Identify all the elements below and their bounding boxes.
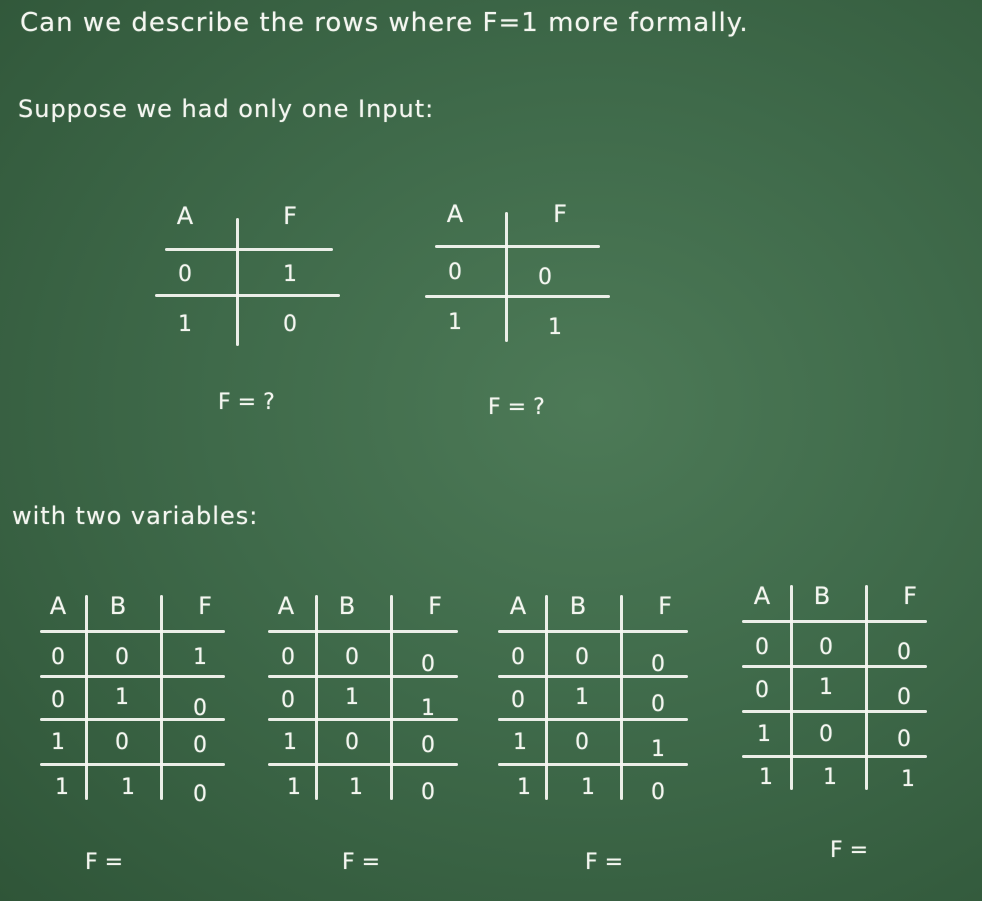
table-divider bbox=[155, 294, 340, 297]
table-cell: 0 bbox=[819, 722, 833, 747]
equation-label: F = bbox=[830, 838, 869, 863]
table-cell: 0 bbox=[575, 645, 589, 670]
table-cell: 1 bbox=[901, 767, 915, 792]
table-cell: 0 bbox=[511, 645, 525, 670]
table-divider bbox=[545, 595, 548, 800]
table-cell: 0 bbox=[193, 782, 207, 807]
table-cell: 0 bbox=[51, 645, 65, 670]
table-divider bbox=[40, 763, 225, 766]
table-cell: 1 bbox=[517, 775, 531, 800]
table-cell: 0 bbox=[651, 780, 665, 805]
table-cell: 1 bbox=[121, 775, 135, 800]
table-divider bbox=[315, 595, 318, 800]
table-divider bbox=[268, 630, 458, 633]
table-cell: 1 bbox=[287, 775, 301, 800]
table-header-a: A bbox=[49, 592, 67, 620]
table-cell: 1 bbox=[448, 310, 462, 335]
equation-label: F = ? bbox=[488, 395, 545, 420]
table-cell: 0 bbox=[345, 645, 359, 670]
table-cell: 0 bbox=[575, 730, 589, 755]
table-cell: 0 bbox=[755, 635, 769, 660]
table-header-b: B bbox=[109, 592, 127, 620]
table-cell: 1 bbox=[759, 765, 773, 790]
table-cell: 0 bbox=[421, 780, 435, 805]
table-divider bbox=[85, 595, 88, 800]
table-cell: 0 bbox=[193, 696, 207, 721]
table-cell: 1 bbox=[283, 730, 297, 755]
table-divider bbox=[40, 630, 225, 633]
table-cell: 1 bbox=[819, 675, 833, 700]
table-divider bbox=[160, 595, 163, 800]
table-cell: 0 bbox=[511, 688, 525, 713]
table-cell: 0 bbox=[283, 312, 297, 337]
table-header-f: F bbox=[198, 592, 212, 620]
two-variable-label: with two variables: bbox=[12, 502, 259, 530]
table-cell: 0 bbox=[281, 688, 295, 713]
table-header-f: F bbox=[428, 592, 442, 620]
table-cell: 0 bbox=[51, 688, 65, 713]
table-cell: 1 bbox=[51, 730, 65, 755]
table-header-f: F bbox=[903, 582, 917, 610]
table-header-f: F bbox=[553, 200, 567, 228]
one-input-label: Suppose we had only one Input: bbox=[18, 95, 435, 123]
table-cell: 1 bbox=[55, 775, 69, 800]
equation-label: F = ? bbox=[218, 390, 275, 415]
table-header-a: A bbox=[509, 592, 527, 620]
table-header-a: A bbox=[277, 592, 295, 620]
table-divider bbox=[498, 763, 688, 766]
table-cell: 0 bbox=[421, 733, 435, 758]
table-header-a: A bbox=[753, 582, 771, 610]
table-cell: 0 bbox=[345, 730, 359, 755]
table-cell: 0 bbox=[651, 692, 665, 717]
table-divider bbox=[620, 595, 623, 800]
table-cell: 1 bbox=[513, 730, 527, 755]
table-header-f: F bbox=[658, 592, 672, 620]
equation-label: F = bbox=[85, 850, 124, 875]
table-divider bbox=[790, 585, 793, 790]
table-cell: 0 bbox=[755, 678, 769, 703]
table-cell: 0 bbox=[651, 652, 665, 677]
equation-label: F = bbox=[342, 850, 381, 875]
table-cell: 1 bbox=[283, 262, 297, 287]
table-cell: 1 bbox=[757, 722, 771, 747]
board-title: Can we describe the rows where F=1 more formally. bbox=[20, 8, 749, 38]
equation-label: F = bbox=[585, 850, 624, 875]
table-divider bbox=[742, 665, 927, 668]
table-header-b: B bbox=[569, 592, 587, 620]
table-divider bbox=[165, 248, 333, 251]
table-header-b: B bbox=[338, 592, 356, 620]
table-header-a: A bbox=[176, 202, 194, 230]
table-cell: 1 bbox=[581, 775, 595, 800]
table-cell: 0 bbox=[115, 730, 129, 755]
table-divider bbox=[40, 675, 225, 678]
table-cell: 1 bbox=[193, 645, 207, 670]
table-cell: 0 bbox=[819, 635, 833, 660]
table-cell: 1 bbox=[575, 685, 589, 710]
table-cell: 1 bbox=[823, 765, 837, 790]
table-cell: 0 bbox=[421, 652, 435, 677]
table-divider bbox=[498, 718, 688, 721]
table-cell: 1 bbox=[115, 685, 129, 710]
table-cell: 0 bbox=[538, 265, 552, 290]
table-divider bbox=[435, 245, 600, 248]
table-divider bbox=[390, 595, 393, 800]
table-cell: 0 bbox=[115, 645, 129, 670]
table-cell: 0 bbox=[178, 262, 192, 287]
table-cell: 0 bbox=[897, 685, 911, 710]
table-header-b: B bbox=[813, 582, 831, 610]
table-divider bbox=[425, 295, 610, 298]
table-cell: 1 bbox=[651, 737, 665, 762]
table-divider bbox=[236, 218, 239, 346]
table-cell: 1 bbox=[349, 775, 363, 800]
table-cell: 0 bbox=[448, 260, 462, 285]
table-divider bbox=[505, 212, 508, 342]
table-divider bbox=[865, 585, 868, 790]
table-cell: 1 bbox=[421, 696, 435, 721]
table-cell: 1 bbox=[345, 685, 359, 710]
table-header-a: A bbox=[446, 200, 464, 228]
table-cell: 0 bbox=[897, 640, 911, 665]
table-divider bbox=[742, 755, 927, 758]
table-cell: 1 bbox=[548, 315, 562, 340]
table-header-f: F bbox=[283, 202, 297, 230]
table-divider bbox=[742, 710, 927, 713]
table-divider bbox=[268, 763, 458, 766]
table-cell: 0 bbox=[281, 645, 295, 670]
table-cell: 0 bbox=[193, 733, 207, 758]
table-cell: 0 bbox=[897, 727, 911, 752]
table-divider bbox=[498, 630, 688, 633]
table-cell: 1 bbox=[178, 312, 192, 337]
table-divider bbox=[742, 620, 927, 623]
